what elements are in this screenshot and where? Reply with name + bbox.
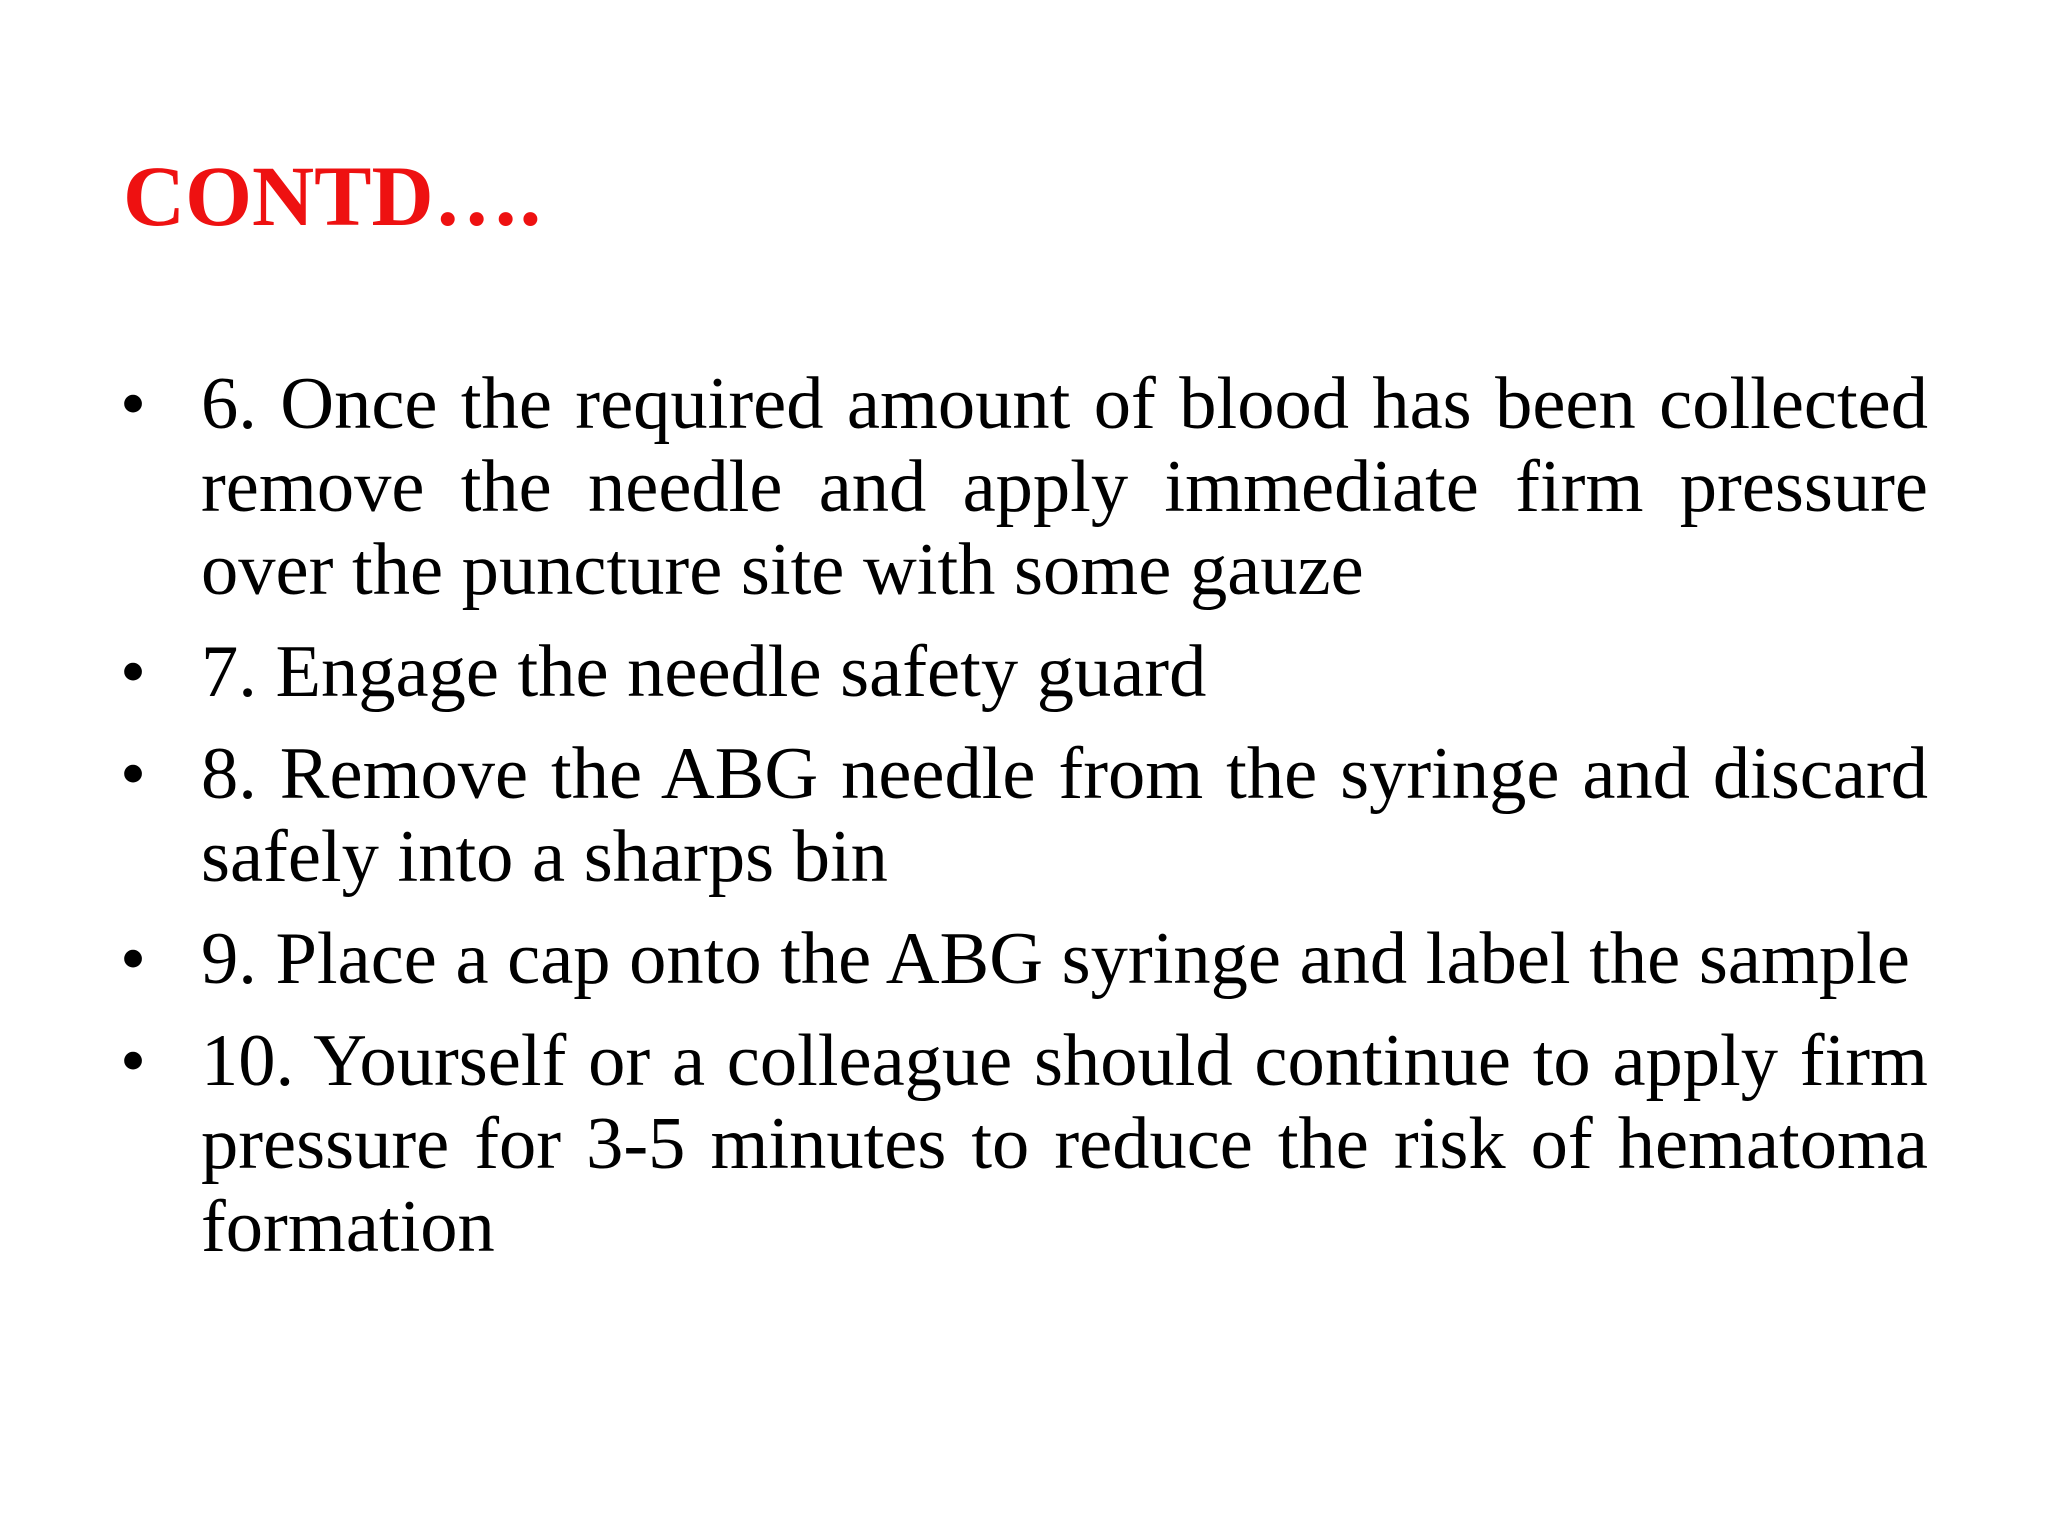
bullet-list xyxy=(120,363,1928,1288)
bullet-text: 10. Yourself or a colleague should continue to apply firm pressure for 3-5 minutes to reduce the risk of hematoma formation xyxy=(201,1020,1928,1268)
bullet-text: 7. Engage the needle safety guard xyxy=(201,631,1207,713)
list-item xyxy=(120,631,1928,714)
slide-title: CONTD…. xyxy=(123,148,542,244)
bullet-dot-icon: • xyxy=(120,733,147,815)
bullet-text: 8. Remove the ABG needle from the syringe and discard safely into a sharps bin xyxy=(201,733,1928,898)
bullet-dot-icon: • xyxy=(120,631,147,713)
list-item xyxy=(120,733,1928,899)
bullet-dot-icon: • xyxy=(120,1020,147,1102)
bullet-dot-icon: • xyxy=(120,363,147,445)
list-item xyxy=(120,918,1928,1001)
bullet-dot-icon: • xyxy=(120,918,147,1000)
bullet-text: 9. Place a cap onto the ABG syringe and label the sample xyxy=(201,918,1910,1000)
list-item xyxy=(120,363,1928,612)
bullet-text: 6. Once the required amount of blood has been collected remove the needle and apply immediate firm pressure over the puncture site with some gauze xyxy=(201,363,1928,611)
list-item xyxy=(120,1020,1928,1269)
